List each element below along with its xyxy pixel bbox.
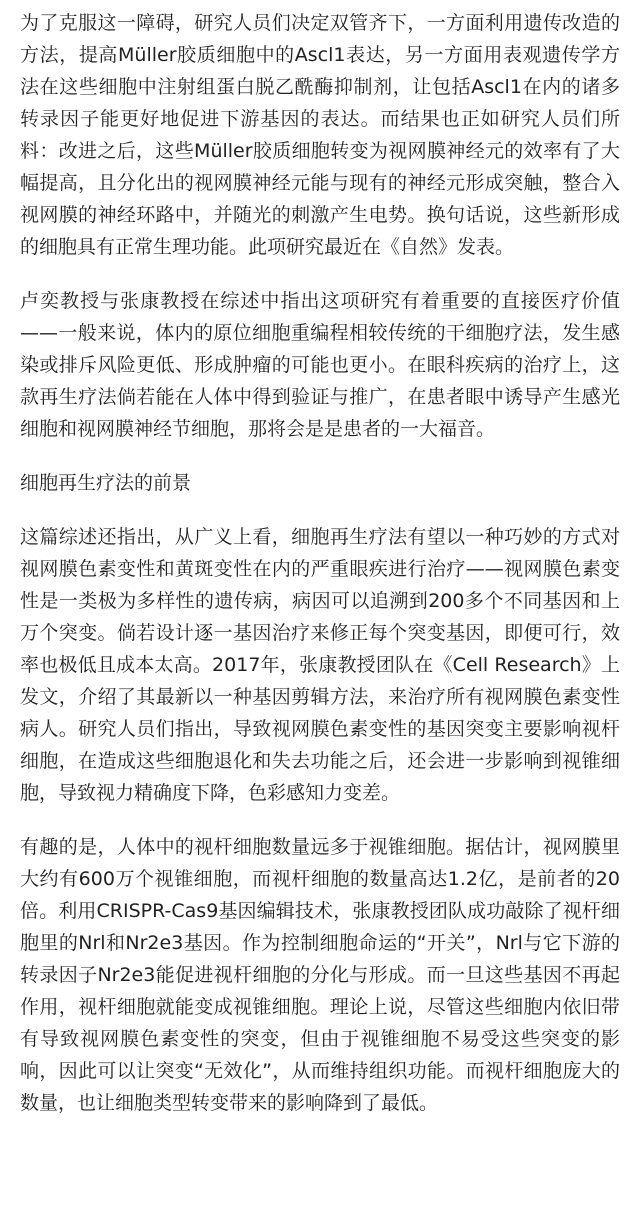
paragraph-clinical-value: 卢奕教授与张康教授在综述中指出这项研究有着重要的直接医疗价值——一般来说，体内的原位细胞重编程相较传统的干细胞疗法，发生感染或排斥风险更低、形成肿瘤的可能也更小。在眼科疾病的治疗上，这款再生疗法倘若能在人体中得到验证与推广，在患者眼中诱导产生感光细胞和视网膜神经节细胞，那将会是是患者的一大福音。 — [20, 290, 620, 440]
paragraph-reprogramming-approach: 为了克服这一障碍，研究人员们决定双管齐下，一方面利用遗传改造的方法，提高Müller胶质细胞中的Ascl1表达，另一方面用表观遗传学方法在这些细胞中注射组蛋白脱乙酰酶抑制剂，让包括Ascl1在内的诸多转录因子能更好地促进下游基因的表达。而结果也正如研究人员们所料：改进之后，这些Müller胶质细胞转变为视网膜神经元的效率有了大幅提高，且分化出的视网膜神经元能与现有的神经元形成突触，整合入视网膜的神经环路中，并随光的刺激产生电势。换句话说，这些新形成的细胞具有正常生理功能。此项研究最近在《自然》发表。 — [20, 12, 620, 258]
paragraph-retinitis-pigmentosa: 这篇综述还指出，从广义上看，细胞再生疗法有望以一种巧妙的方式对视网膜色素变性和黄斑变性在内的严重眼疾进行治疗——视网膜色素变性是一类极为多样性的遗传病，病因可以追溯到200多个不同基因和上万个突变。倘若设计逐一基因治疗来修正每个突变基因，即便可行，效率也极低且成本太高。2017年，张康教授团队在《Cell Research》上发文，介绍了其最新以一种基因剪辑方法，来治疗所有视网膜色素变性病人。研究人员们指出，导致视网膜色素变性的基因突变主要影响视杆细胞，在造成这些细胞退化和失去功能之后，还会进一步影响到视锥细胞，导致视力精确度下降，色彩感知力变差。 — [20, 526, 620, 804]
section-heading: 细胞再生疗法的前景 — [20, 472, 192, 494]
paragraph-rod-to-cone-conversion: 有趣的是，人体中的视杆细胞数量远多于视锥细胞。据估计，视网膜里大约有600万个视锥细胞，而视杆细胞的数量高达1.2亿，是前者的20倍。利用CRISPR-Cas9基因编辑技术，张康教授团队成功敲除了视杆细胞里的Nrl和Nr2e3基因。作为控制细胞命运的“开关”，Nrl与它下游的转录因子Nr2e3能促进视杆细胞的分化与形成。而一旦这些基因不再起作用，视杆细胞就能变成视锥细胞。理论上说，尽管这些细胞内依旧带有导致视网膜色素变性的突变，但由于视锥细胞不易受这些突变的影响，因此可以让突变“无效化”，从而维持组织功能。而视杆细胞庞大的数量，也让细胞类型转变带来的影响降到了最低。 — [20, 836, 620, 1114]
